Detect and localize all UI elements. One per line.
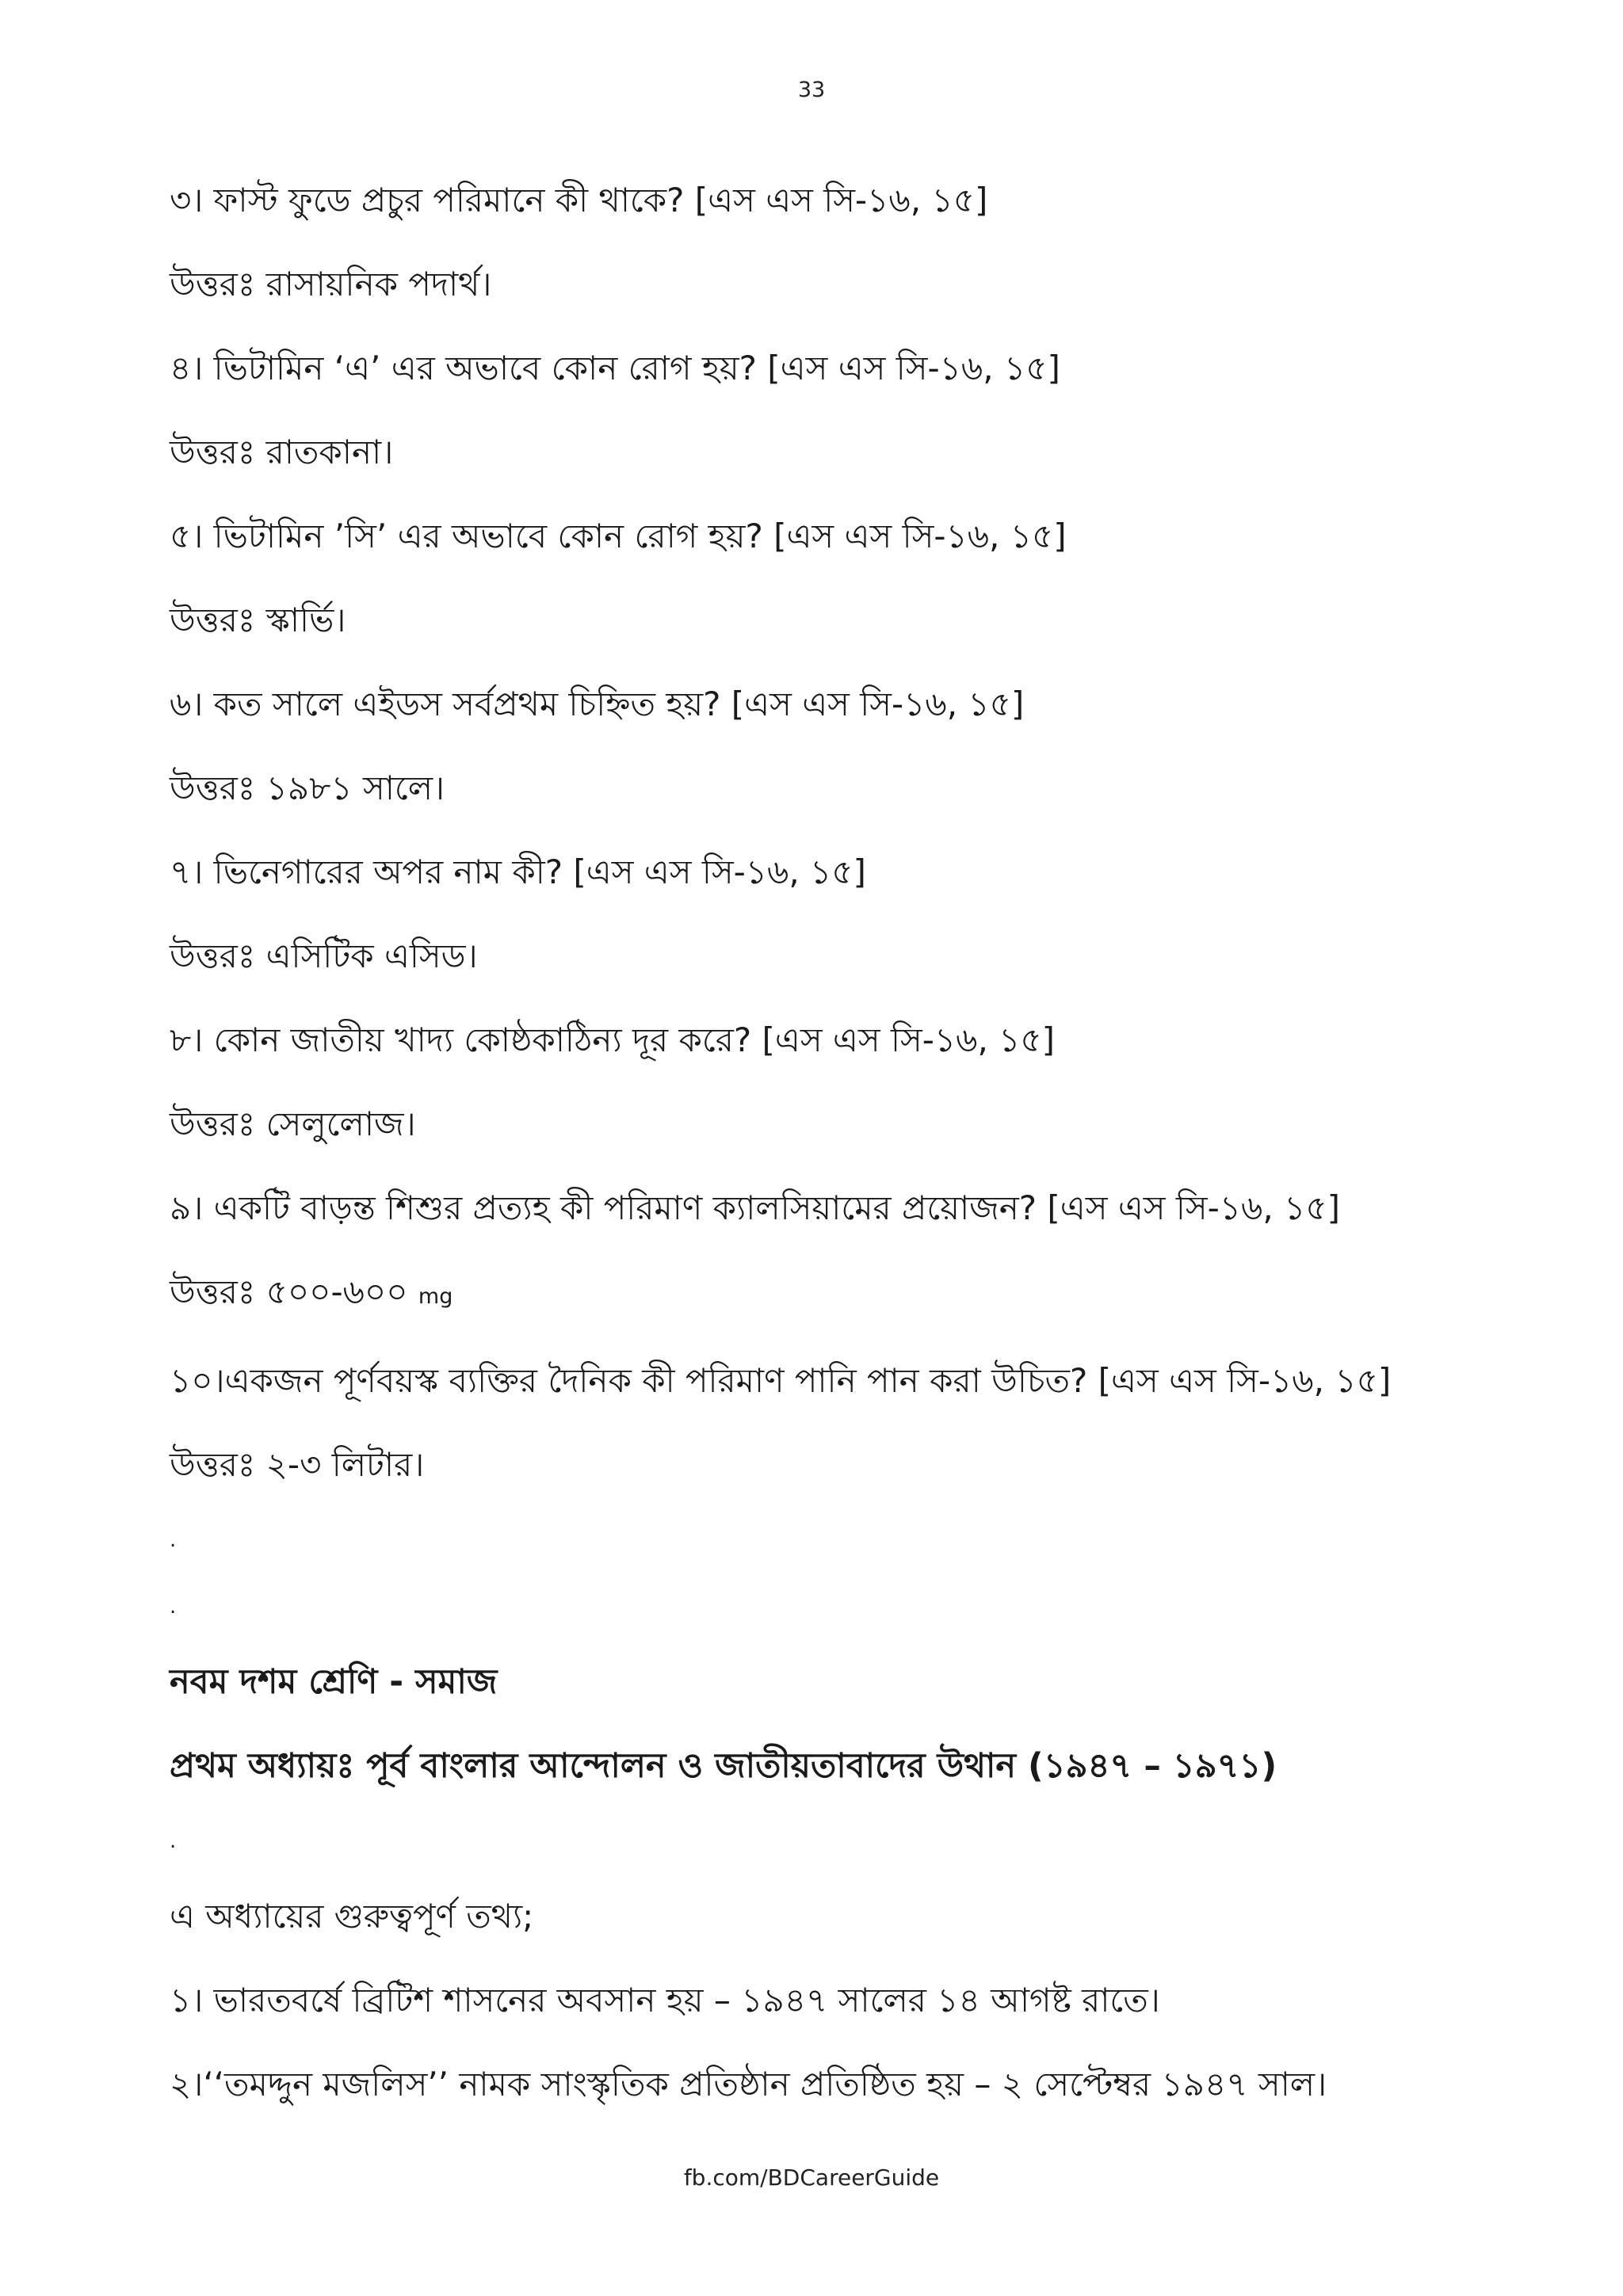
answer-5: উত্তরঃ স্কার্ভি। (170, 601, 346, 639)
answer-8: উত্তরঃ সেলুলোজ। (170, 1104, 416, 1143)
answer-6: উত্তরঃ ১৯৮১ সালে। (170, 769, 445, 807)
question-7: ৭। ভিনেগারের অপর নাম কী? [এস এস সি-১৬, ১৫] (170, 852, 866, 891)
answer-9-unit: mg (418, 1284, 453, 1309)
page-number: 33 (797, 78, 826, 102)
separator-dot-2: . (170, 1595, 177, 1619)
question-8: ৮। কোন জাতীয় খাদ্য কোষ্ঠকাঠিন্য দূর করে? [এস এস সি-১৬, ১৫] (170, 1020, 1056, 1059)
answer-10: উত্তরঃ ২-৩ লিটার। (170, 1445, 425, 1484)
footer-link: fb.com/BDCareerGuide (683, 2164, 940, 2191)
separator-dot-1: . (170, 1528, 177, 1552)
page-content (170, 176, 1485, 2144)
section-title: নবম দশম শ্রেণি - সমাজ (170, 1662, 498, 1702)
separator-dot-3: . (170, 1829, 177, 1853)
question-6: ৬। কত সালে এইডস সর্বপ্রথম চিহ্নিত হয়? [এস এস সি-১৬, ১৫] (170, 685, 1025, 723)
answer-3: উত্তরঃ রাসায়নিক পদার্থ। (170, 265, 492, 303)
question-5: ৫। ভিটামিন ’সি’ এর অভাবে কোন রোগ হয়? [এস এস সি-১৬, ১৫] (170, 517, 1067, 555)
answer-4: উত্তরঃ রাতকানা। (170, 433, 394, 471)
fact-1: ১। ভারতবর্ষে ব্রিটিশ শাসনের অবসান হয় – ১৯৪৭ সালের ১৪ আগষ্ট রাতে। (170, 1981, 1160, 2019)
question-9: ৯। একটি বাড়ন্ত শিশুর প্রত্যহ কী পরিমাণ ক্যালসিয়ামের প্রয়োজন? [এস এস সি-১৬, ১৫] (170, 1188, 1340, 1227)
fact-2: ২।‘‘তমদ্দুন মজলিস’’ নামক সাংস্কৃতিক প্রতিষ্ঠান প্রতিষ্ঠিত হয় – ২ সেপ্টেম্বর ১৯৪৭ সাল। (170, 2065, 1327, 2103)
answer-9 (170, 1268, 1485, 1322)
question-3: ৩। ফাস্ট ফুডে প্রচুর পরিমানে কী থাকে? [এস এস সি-১৬, ১৫] (170, 181, 988, 219)
question-4: ৪। ভিটামিন ‘এ’ এর অভাবে কোন রোগ হয়? [এস এস সি-১৬, ১৫] (170, 349, 1060, 387)
chapter-title: প্রথম অধ্যায়ঃ পূর্ব বাংলার আন্দোলন ও জাতীয়তাবাদের উথান (১৯৪৭ – ১৯৭১) (170, 1746, 1277, 1786)
answer-7: উত্তরঃ এসিটিক এসিড। (170, 936, 478, 975)
facts-intro: এ অধ্যায়ের গুরুত্বপূর্ণ তথ্য; (170, 1897, 534, 1936)
question-10: ১০।একজন পূর্ণবয়স্ক ব্যক্তির দৈনিক কী পরিমাণ পানি পান করা উচিত? [এস এস সি-১৬, ১৫] (170, 1361, 1392, 1400)
answer-9-text: উত্তরঃ ৫০০-৬০০ (170, 1272, 408, 1311)
